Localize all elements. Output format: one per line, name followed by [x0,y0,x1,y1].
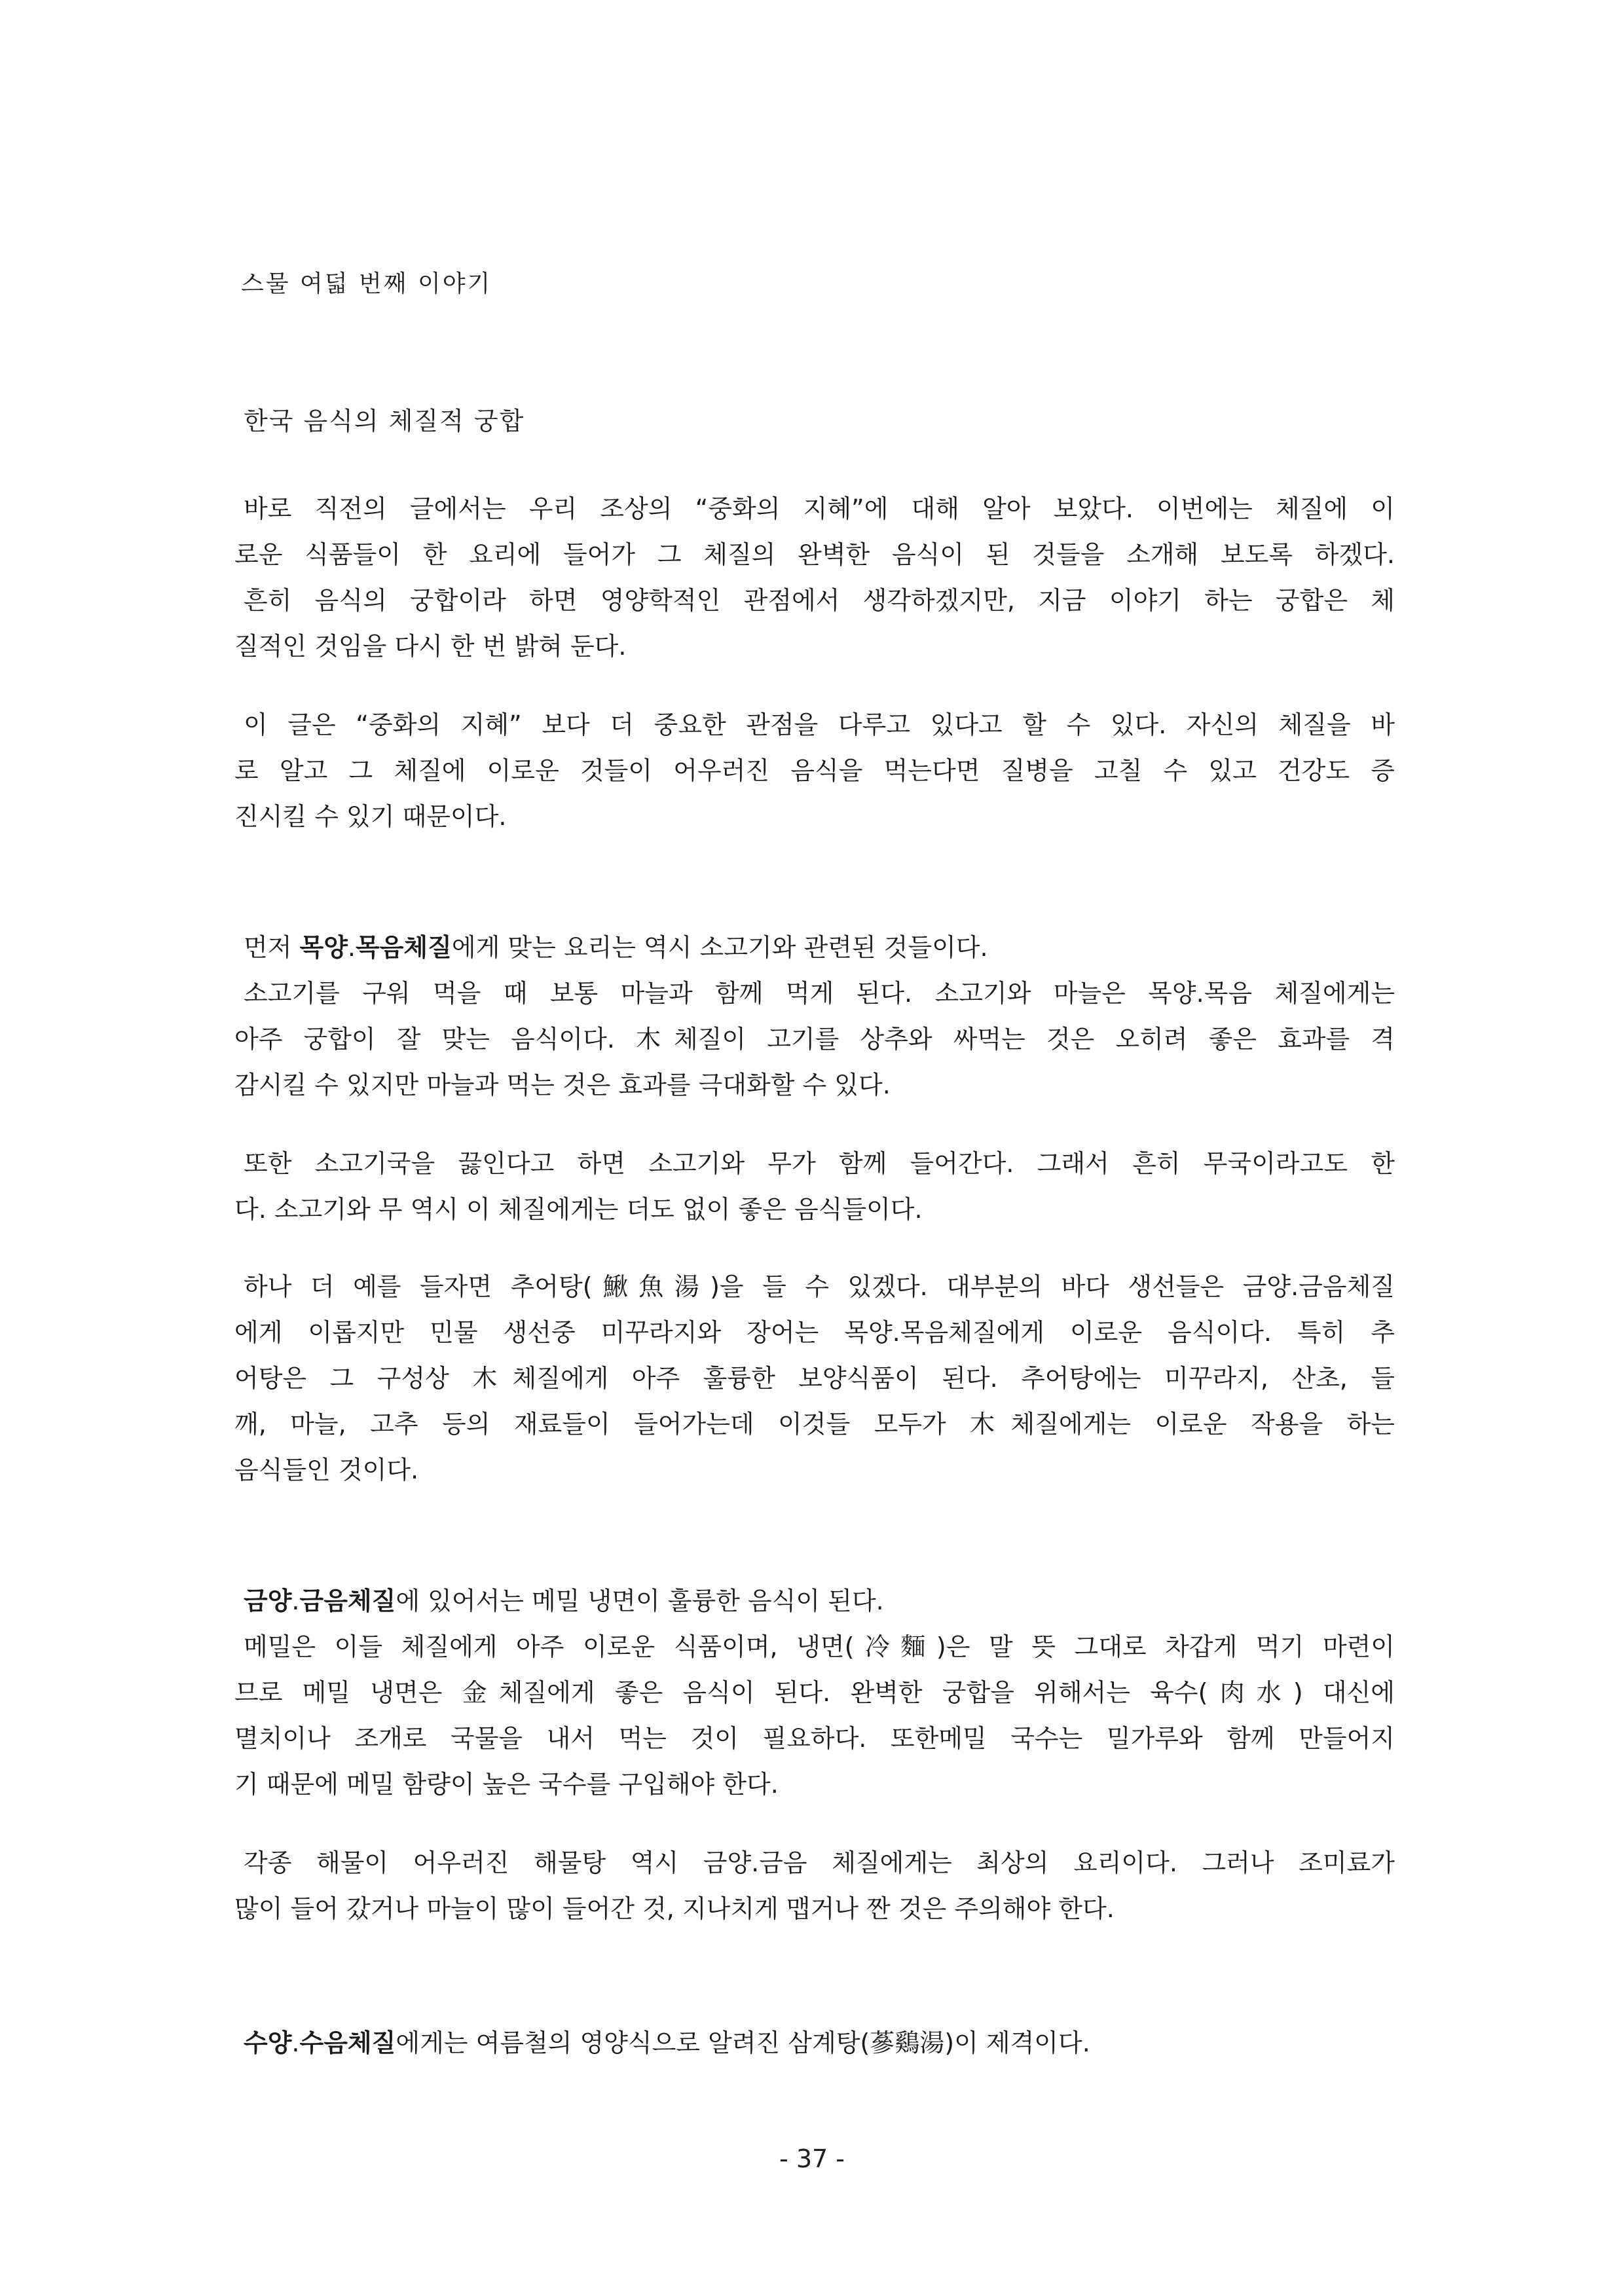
article-title: 한국 음식의 체질적 궁합 [244,407,525,435]
paragraph-line: 또한 소고기국을 끓인다고 하면 소고기와 무가 함께 들어간다. 그래서 흔히 무국이라고도 한 [244,1149,1395,1178]
text-span: 에게 맞는 요리는 역시 소고기와 관련된 것들이다. [451,933,988,962]
text-span: . [291,1587,300,1615]
paragraph-line: 소고기를 구워 먹을 때 보통 마늘과 함께 먹게 된다. 소고기와 마늘은 목양.목음 체질에게는 [244,979,1395,1008]
paragraph-line: 음식들인 것이다. [234,1456,419,1484]
paragraph-line: 에게 이롭지만 민물 생선중 미꾸라지와 장어는 목양.목음체질에게 이로운 음식이다. 특히 추 [234,1318,1395,1347]
paragraph-line: 깨, 마늘, 고추 등의 재료들이 들어가는데 이것들 모두가 木체질에게는 이로운 작용을 하는 [234,1410,1395,1439]
paragraph-line: 어탕은 그 구성상 木체질에게 아주 훌륭한 보양식품이 된다. 추어탕에는 미꾸라지, 산초, 들 [234,1364,1395,1393]
constitution-term: 수음체질 [299,2029,396,2057]
paragraph-line: 하나 더 예를 들자면 추어탕(鰍魚湯)을 들 수 있겠다. 대부분의 바다 생선들은 금양.금음체질 [244,1272,1395,1301]
paragraph-line: 메밀은 이들 체질에게 아주 이로운 식품이며, 냉면(冷麵)은 말 뜻 그대로 차갑게 먹기 마련이 [244,1632,1395,1661]
paragraph-line: 바로 직전의 글에서는 우리 조상의 “중화의 지혜”에 대해 알아 보았다. 이번에는 체질에 이 [244,494,1395,523]
page-number: - 37 - [779,2144,845,2173]
paragraph-8 [234,2020,1395,2066]
paragraph-line: 진시킬 수 있기 때문이다. [234,802,507,831]
constitution-term: 수양 [244,2029,292,2057]
paragraph-line: 아주 궁합이 잘 맞는 음식이다. 木체질이 고기를 상추와 싸먹는 것은 오히려 좋은 효과를 격 [234,1025,1395,1054]
paragraph-line: 므로 메밀 냉면은 金체질에게 좋은 음식이 된다. 완벽한 궁합을 위해서는 육수(肉水) 대신에 [234,1678,1395,1707]
paragraph-line: 멸치이나 조개로 국물을 내서 먹는 것이 필요하다. 또한메밀 국수는 밀가루와 함께 만들어지 [234,1724,1395,1753]
constitution-term: 금음체질 [299,1587,396,1615]
paragraph-3 [234,925,1395,1108]
paragraph-line: 각종 해물이 어우러진 해물탕 역시 금양.금음 체질에게는 최상의 요리이다. 그러나 조미료가 [244,1848,1395,1877]
paragraph-line: 다. 소고기와 무 역시 이 체질에게는 더도 없이 좋은 음식들이다. [234,1195,923,1224]
paragraph-line [234,1578,1395,1624]
paragraph-line [234,2020,1395,2066]
constitution-term: 목음체질 [356,933,452,962]
constitution-term: 금양 [244,1587,292,1615]
paragraph-7 [234,1840,1395,1932]
text-span: 먼저 [244,933,300,962]
text-span: 에 있어서는 메밀 냉면이 훌륭한 음식이 된다. [396,1587,884,1615]
text-span: . [291,2029,300,2057]
paragraph-line: 로 알고 그 체질에 이로운 것들이 어우러진 음식을 먹는다면 질병을 고칠 수 있고 건강도 증 [234,756,1395,785]
chapter-label: 스물 여덟 번째 이야기 [241,270,492,297]
paragraph-5 [234,1264,1395,1493]
paragraph-1 [234,486,1395,669]
paragraph-line: 이 글은 “중화의 지혜” 보다 더 중요한 관점을 다루고 있다고 할 수 있다. 자신의 체질을 바 [244,710,1395,739]
paragraph-line: 질적인 것임을 다시 한 번 밝혀 둔다. [234,632,627,661]
paragraph-line: 감시킬 수 있지만 마늘과 먹는 것은 효과를 극대화할 수 있다. [234,1071,891,1099]
paragraph-4 [234,1141,1395,1232]
paragraph-line: 로운 식품들이 한 요리에 들어가 그 체질의 완벽한 음식이 된 것들을 소개해 보도록 하겠다. [234,540,1395,569]
paragraph-line: 흔히 음식의 궁합이라 하면 영양학적인 관점에서 생각하겠지만, 지금 이야기 하는 궁합은 체 [244,586,1395,615]
paragraph-2 [234,702,1395,839]
paragraph-line: 많이 들어 갔거나 마늘이 많이 들어간 것, 지나치게 맵거나 짠 것은 주의해야 한다. [234,1894,1115,1923]
paragraph-6 [234,1578,1395,1807]
text-span: 에게는 여름철의 영양식으로 알려진 삼계탕(蔘鷄湯)이 제격이다. [396,2029,1090,2057]
paragraph-line: 기 때문에 메밀 함량이 높은 국수를 구입해야 한다. [234,1770,779,1799]
text-span: . [347,933,356,962]
paragraph-line [234,925,1395,970]
constitution-term: 목양 [299,933,348,962]
